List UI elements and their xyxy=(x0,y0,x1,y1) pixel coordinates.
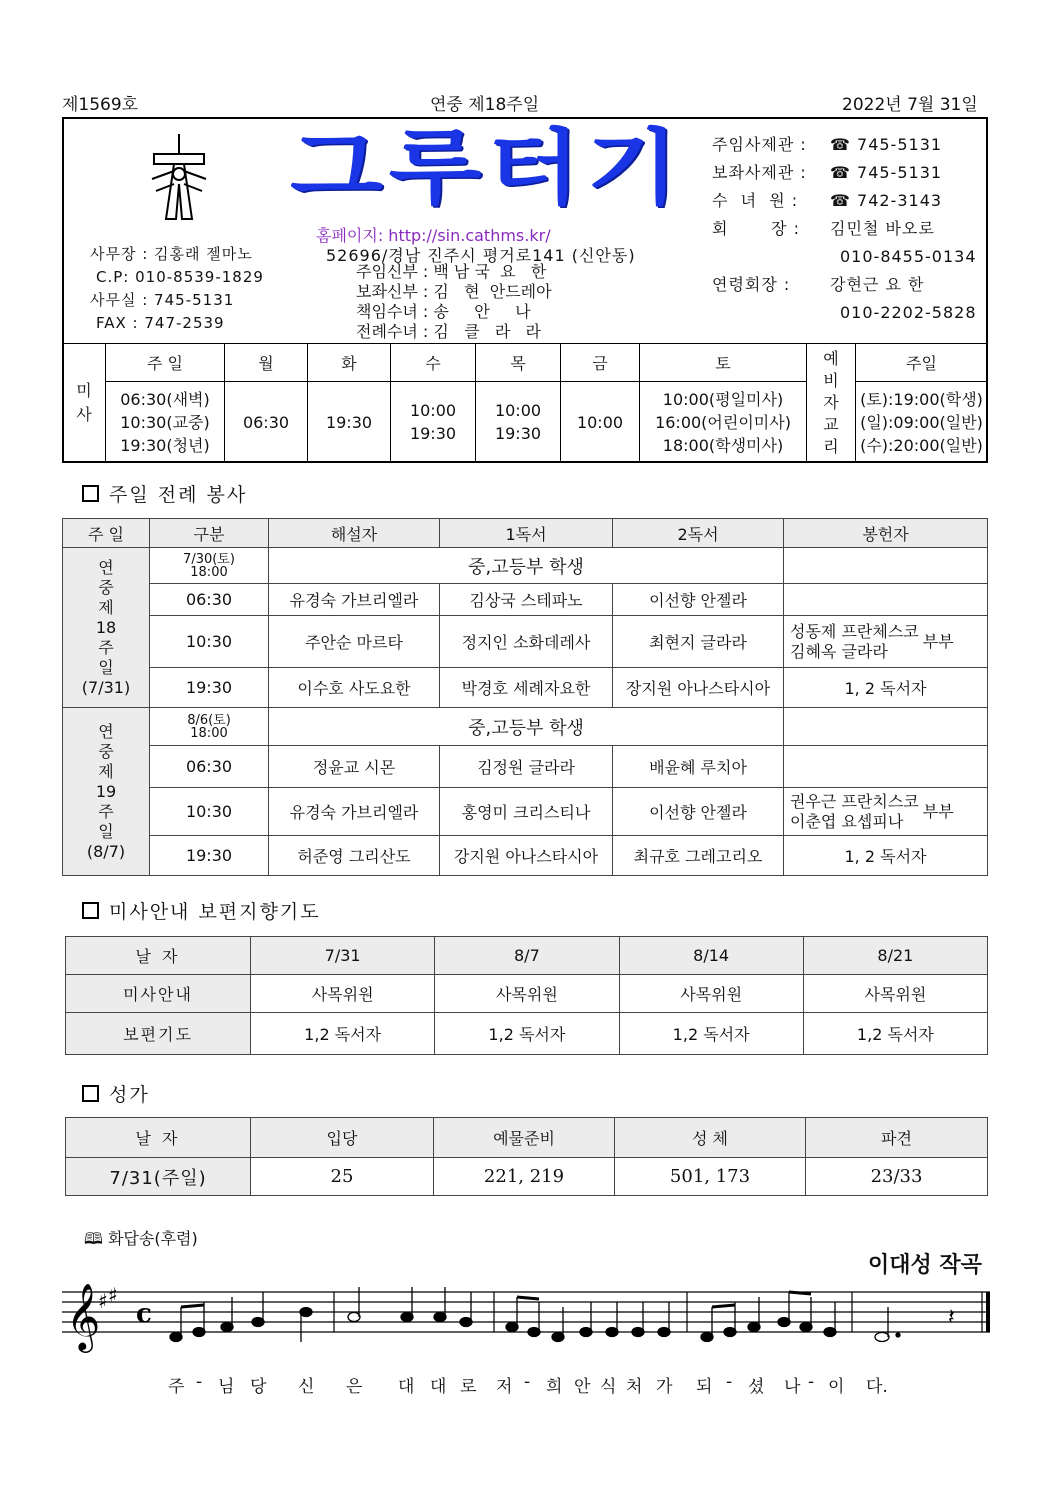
mass-sat-times: 10:00(평일미사) 16:00(어린이미사) 18:00(학생미사) xyxy=(640,382,807,463)
book-icon: 🕮 xyxy=(84,1229,103,1248)
table-row: 연 중 제 18 주 일 (7/31) 7/30(토) 18:00 중,고등부 학생 xyxy=(63,548,988,584)
liturgy-section-title: 주일 전례 봉사 xyxy=(82,480,247,507)
hymn-table: 날 자 입당 예물준비 성 체 파견 7/31(주일) 25 221, 219 501, 173 23/33 xyxy=(65,1117,988,1196)
contact-row: 주임사제관 : ☎ 745-5131 xyxy=(712,135,943,154)
table-row: 06:30 유경숙 가브리엘라 김상국 스테파노 이선향 안젤라 xyxy=(63,584,988,616)
mass-header-thu: 목 xyxy=(476,344,561,382)
homepage-link[interactable]: 홈페이지: http://sin.cathms.kr/ xyxy=(316,226,551,245)
guide-table: 날 자 7/31 8/7 8/14 8/21 미사안내 사목위원 사목위원 사목위원 사목위원 보편기도 1,2 독서자 1,2 독서자 1,2 독서자 1,2 독서자 xyxy=(65,936,988,1055)
psalm-lyrics: 주 - 님 당 신 은 대 대 로 저 - 희 안 식 처 가 되 - 셨 나 - 이 다. xyxy=(168,1372,888,1397)
week-label: 연 중 제 19 주 일 (8/7) xyxy=(63,708,150,876)
svg-text:♯: ♯ xyxy=(108,1283,118,1307)
mass-row-label: 미사 xyxy=(63,344,106,463)
clergy-row: 주임신부 : 백 남 국 요 한 xyxy=(356,262,547,281)
mass-fri-time: 10:00 xyxy=(561,382,640,463)
table-row: 보편기도 1,2 독서자 1,2 독서자 1,2 독서자 1,2 독서자 xyxy=(66,1013,988,1055)
mass-header-tue: 화 xyxy=(308,344,391,382)
week-label: 연 중 제 18 주 일 (7/31) xyxy=(63,548,150,708)
table-row: 10:30 유경숙 가브리엘라 홍영미 크리스티나 이선향 안젤라 권우근 프란치스코 이춘엽 요셉피나부부 xyxy=(63,788,988,836)
header-frame xyxy=(62,117,988,463)
guide-section-title: 미사안내 보편지향기도 xyxy=(82,897,321,924)
hymn-section-title: 성가 xyxy=(82,1080,150,1107)
parish-logo-icon xyxy=(144,129,214,224)
svg-text:𝄞: 𝄞 xyxy=(66,1282,101,1350)
mass-header-wed: 수 xyxy=(391,344,476,382)
bulletin-title: 그루터기 xyxy=(290,120,685,216)
mass-header-sat: 토 xyxy=(640,344,807,382)
mass-header-sunday: 주 일 xyxy=(106,344,225,382)
contact-row: 보좌사제관 : ☎ 745-5131 xyxy=(712,163,943,182)
psalm-label: 🕮 화답송(후렴) xyxy=(84,1229,198,1248)
issue-number: 제1569호 xyxy=(62,95,139,115)
table-row: 19:30 이수호 사도요한 박경호 세례자요한 장지원 아나스타시아 1, 2 독서자 xyxy=(63,668,988,708)
mass-tue-time: 19:30 xyxy=(308,382,391,463)
issue-date: 2022년 7월 31일 xyxy=(842,95,978,115)
clergy-list xyxy=(356,262,552,342)
svg-text:♯: ♯ xyxy=(98,1289,108,1313)
table-row: 연 중 제 19 주 일 (8/7) 8/6(토) 18:00 중,고등부 학생 xyxy=(63,708,988,746)
music-staff xyxy=(62,1272,992,1372)
svg-text:c: c xyxy=(136,1299,152,1329)
clergy-row: 보좌신부 : 김 현 안드레아 xyxy=(356,282,552,301)
mass-sunday-times: 06:30(새벽) 10:30(교중) 19:30(청년) xyxy=(106,382,225,463)
mass-header-catechumen: 예비자교리 xyxy=(807,344,856,463)
contact-row: 연령회장 : 강현근 요 한 xyxy=(712,275,925,294)
contact-row: 수 녀 원 : ☎ 742-3143 xyxy=(712,191,943,210)
office-info: 사무장 : 김홍래 젤마노 C.P: 010-8539-1829 사무실 : 745-5131 FAX : 747-2539 xyxy=(90,245,264,332)
mass-header-sunday2: 주일 xyxy=(856,344,988,382)
sunday-name: 연중 제18주일 xyxy=(430,95,540,115)
table-row: 10:30 주안순 마르타 정지인 소화데레사 최현지 글라라 성동제 프란체스코 김혜옥 글라라부부 xyxy=(63,616,988,668)
contact-row: 010-2202-5828 xyxy=(840,303,977,322)
mass-header-mon: 월 xyxy=(225,344,308,382)
table-row: 7/31(주일) 25 221, 219 501, 173 23/33 xyxy=(66,1158,988,1196)
clergy-row: 책임수녀 : 송 안 나 xyxy=(356,302,531,321)
clergy-row: 전례수녀 : 김 클 라 라 xyxy=(356,322,541,341)
mass-schedule-table xyxy=(62,343,988,463)
contact-row: 010-8455-0134 xyxy=(840,247,977,266)
composer: 이대성 작곡 xyxy=(868,1253,982,1278)
mass-wed-times: 10:00 19:30 xyxy=(391,382,476,463)
table-row: 19:30 허준영 그리산도 강지원 아나스타시아 최규호 그레고리오 1, 2 독서자 xyxy=(63,836,988,876)
mass-mon-time: 06:30 xyxy=(225,382,308,463)
table-row: 미사안내 사목위원 사목위원 사목위원 사목위원 xyxy=(66,975,988,1013)
mass-thu-times: 10:00 19:30 xyxy=(476,382,561,463)
mass-header-fri: 금 xyxy=(561,344,640,382)
svg-text:𝄽: 𝄽 xyxy=(948,1305,955,1330)
liturgy-table: 주 일 구분 해설자 1독서 2독서 봉헌자 연 중 제 18 주 일 (7/31) 7/30(토) 18:00 중,고등부 학생 06:30 유경숙 가브리엘라 김상국 스테파노 이선향 안젤라 10:30 주안순 마르타 정지인 소화데레사 최현지 글라라 성동제 프란체스코 김혜옥 글라라부부 19:30 이수호 사도요한 박경호 세례자요한 장지원 아나스타시아 1, 2 독서자 연 중 제 19 주 일 (8/7) 8/6(토) 18:00 중,고등부 학생 06:30 정윤교 시몬 김정원 글라라 배윤혜 루치아 10:30 유경숙 가브리엘라 홍영미 크리스티나 이선향 안젤라 권우근 프란치스코 이춘엽 요셉피나부부 19:30 허준영 그리산도 강지원 아나스타시아 최규호 그레고리오 1, 2 독서자 xyxy=(62,518,988,876)
contact-row: 회 장 : 김민철 바오로 xyxy=(712,219,935,238)
contact-list xyxy=(712,131,977,327)
address: 52696/경남 진주시 평거로141 (신안동) xyxy=(326,246,636,265)
catechumen-times: (토):19:00(학생) (일):09:00(일반) (수):20:00(일반) xyxy=(856,382,988,463)
table-row: 06:30 정윤교 시몬 김정원 글라라 배윤혜 루치아 xyxy=(63,746,988,788)
